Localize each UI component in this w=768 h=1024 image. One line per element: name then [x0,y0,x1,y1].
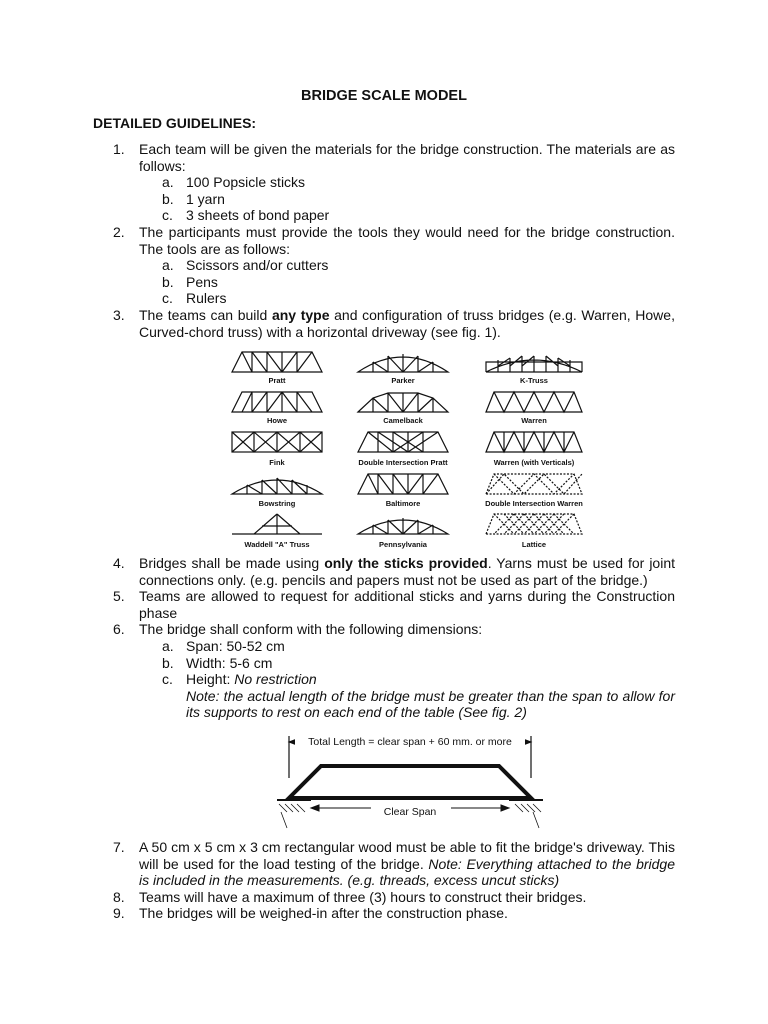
sub-item: c. 3 sheets of bond paper [162,207,330,224]
truss-label-baltimore: Baltimore [385,499,421,508]
span-diagram-figure [271,728,549,836]
truss-label-warren: Warren [521,416,547,425]
total-length-label: Total Length = clear span + 60 mm. or more [308,736,512,748]
list-item: 9. The bridges will be weighed-in after the construction phase. [113,905,508,922]
truss-label-fink: Fink [269,458,285,467]
sub-item: a. 100 Popsicle sticks [162,174,306,191]
section-heading: DETAILED GUIDELINES: [93,115,257,131]
truss-label-double-warren: Double Intersection Warren [485,499,583,508]
truss-label-pennsylvania: Pennsylvania [379,540,427,549]
list-item: 2. The participants must provide the tools they would need for the bridge construction. The tools are as follows: a. Scissors and/or cutters b. Pens c. Rulers [113,223,675,307]
truss-label-camelback: Camelback [383,416,423,425]
list-item: 7. A 50 cm x 5 cm x 3 cm rectangular wood must be able to fit the bridge's driveway. This will be used for the load testing of the bridge. Note: Everything attached to the bridge is included in the measurements. (e.g. threads, excess uncut sticks) [113,839,675,889]
dimension-note: Note: the actual length of the bridge must be greater than the span to allow for its supports to rest on each end of the table (See fig. 2) [186,687,675,721]
truss-label-bowstring: Bowstring [258,499,296,508]
list-item: 4. Bridges shall be made using only the sticks provided. Yarns must be used for joint connections only. (e.g. pencils and papers must not be used as part of the bridge.) [113,555,675,588]
sub-item: a. Span: 50-52 cm [162,637,285,654]
guideline-list-part-3 [93,839,675,922]
guideline-list-part-1 [93,141,675,340]
truss-types-figure [228,346,590,552]
truss-label-howe: Howe [266,416,288,425]
sub-item: c. Height: No restriction [162,671,317,688]
clear-span-label: Clear Span [383,806,437,818]
truss-label-k-truss: K-Truss [520,376,548,385]
sub-item: b. 1 yarn [162,190,225,207]
truss-label-warren-verticals: Warren (with Verticals) [493,458,575,467]
truss-label-lattice: Lattice [521,540,547,549]
page-title: BRIDGE SCALE MODEL [301,88,467,104]
truss-label-parker: Parker [391,376,415,385]
sub-item: a. Scissors and/or cutters [162,257,329,274]
sub-item: b. Pens [162,273,218,290]
truss-label-waddell: Waddell "A" Truss [244,540,310,549]
list-item: 1. Each team will be given the materials for the bridge construction. The materials are as follows: a. 100 Popsicle sticks b. 1 yarn c. 3 sheets of bond paper [113,141,675,224]
truss-label-double-pratt: Double Intersection Pratt [358,458,448,467]
sub-item: c. Rulers [162,290,227,307]
list-item: 8. Teams will have a maximum of three (3) hours to construct their bridges. [113,888,587,905]
list-item: 6. The bridge shall conform with the following dimensions: a. Span: 50-52 cm b. Width: 5-6 cm c. Height: No restriction Note: the actual length of the bridge must be greater than the span to allow for its supports to rest on each end of the table (See fig. 2) [113,621,675,721]
truss-label-pratt: Pratt [268,376,286,385]
list-item: 5. Teams are allowed to request for additional sticks and yarns during the Construction phase [113,588,675,621]
guideline-list-part-2 [93,555,675,721]
list-item: 3. The teams can build any type and configuration of truss bridges (e.g. Warren, Howe, Curved-chord truss) with a horizontal driveway (see fig. 1). [113,306,675,340]
sub-item: b. Width: 5-6 cm [162,654,273,671]
